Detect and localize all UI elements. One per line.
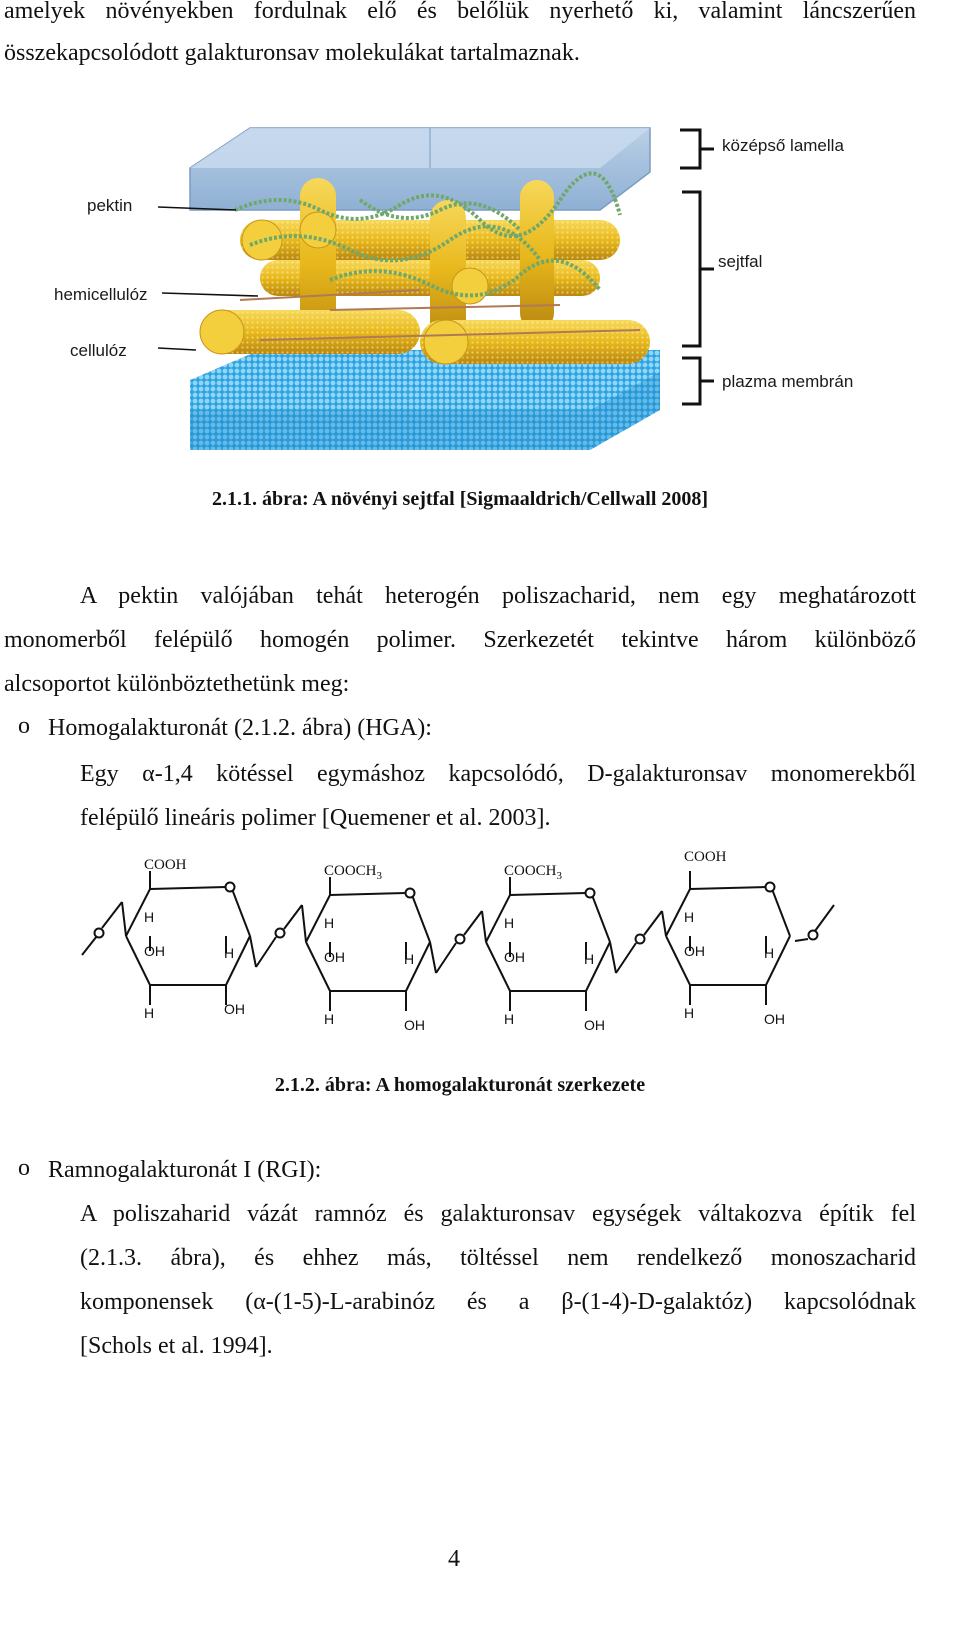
cell-wall-figure [0,110,960,470]
substituent-2: $COOCH_3$ [324,863,383,882]
intro-line-1: amelyek növényekben fordulnak elő és belőlük nyerhető ki, valamint láncszerűen [4,0,916,24]
bullet2-line-1: A poliszaharid vázát ramnóz és galakturonsav egységek váltakozva építik fel [80,1201,916,1227]
ring-oxygen [276,929,285,938]
atom-h-c4-4: H [684,909,695,925]
bullet1-line-1: Egy α-1,4 kötéssel egymáshoz kapcsolódó, D-galakturonsav monomerekből [80,761,916,787]
label-pectin: pektin [87,196,133,215]
substituent-1: COOH [144,857,187,873]
label-middle-lamella: középső lamella [722,136,844,155]
bullet2-title: Ramnogalakturonát I (RGI): [48,1157,322,1183]
atom-oh-c2-3: OH [584,1017,605,1033]
atom-oh-c3-2: OH [324,949,345,965]
atom-h-c1-1: H [144,1005,155,1021]
substituent-4: COOH [684,849,727,865]
label-plasma-membrane: plazma membrán [722,372,854,391]
atom-h-c2-4: H [764,945,775,961]
label-cell-wall: sejtfal [718,252,763,271]
substituent-3: $COOCH_3$ [504,863,563,882]
atom-oh-c2-1: OH [224,1001,245,1017]
page-number: 4 [448,1546,460,1572]
atom-h-c1-2: H [324,1011,335,1027]
middle-lamella-slab [190,128,650,210]
atom-h-c4-3: H [504,915,515,931]
ring-oxygen [226,883,235,892]
ring-oxygen [456,935,465,944]
bullet2-marker: o [18,1155,30,1181]
atom-h-c2-2: H [404,951,415,967]
ring-oxygen [406,889,415,898]
intro-line-2: összekapcsolódott galakturonsav molekulákat tartalmaznak. [4,40,580,66]
label-hemicellulose: hemicellulóz [54,285,148,304]
bullet1-line-2: felépülő lineáris polimer [Quemener et al. 2003]. [80,805,551,831]
label-cellulose: cellulóz [70,341,127,360]
atom-oh-c2-2: OH [404,1017,425,1033]
bullet2-line-2: (2.1.3. ábra), és ehhez más, töltéssel nem rendelkező monoszacharid [80,1245,916,1271]
atom-h-c2-3: H [584,951,595,967]
para1-line-2: monomerből felépülő homogén polimer. Szerkezetét tekintve három különböző [4,627,916,653]
para1-line-3: alcsoportot különböztethetünk meg: [4,671,350,697]
figure1-caption: 2.1.1. ábra: A növényi sejtfal [Sigmaaldrich/Cellwall 2008] [211,488,709,510]
bullet2-line-3: komponensek (α-(1-5)-L-arabinóz és a β-(1-4)-D-galaktóz) kapcsolódnak [80,1289,916,1315]
atom-oh-c3-1: OH [144,943,165,959]
atom-h-c2-1: H [224,945,235,961]
ring-oxygen [586,889,595,898]
bullet2-line-4: [Schols et al. 1994]. [80,1333,273,1359]
bullet1-marker: o [18,713,30,739]
brackets [680,130,714,404]
atom-oh-c2-4: OH [764,1011,785,1027]
atom-h-c1-3: H [504,1011,515,1027]
atom-oh-c3-4: OH [684,943,705,959]
plasma-membrane-slab [190,350,660,450]
atom-h-c4-1: H [144,909,155,925]
bullet1-title: Homogalakturonát (2.1.2. ábra) (HGA): [48,715,432,741]
ring-oxygen [766,883,775,892]
atom-h-c1-4: H [684,1005,695,1021]
atom-h-c4-2: H [324,915,335,931]
ring-oxygen [636,935,645,944]
figure2-caption: 2.1.2. ábra: A homogalakturonát szerkezete [274,1074,646,1096]
atom-oh-c3-3: OH [504,949,525,965]
para1-line-1: A pektin valójában tehát heterogén poliszacharid, nem egy meghatározott [80,583,916,609]
hga-structure-figure [0,845,960,1045]
